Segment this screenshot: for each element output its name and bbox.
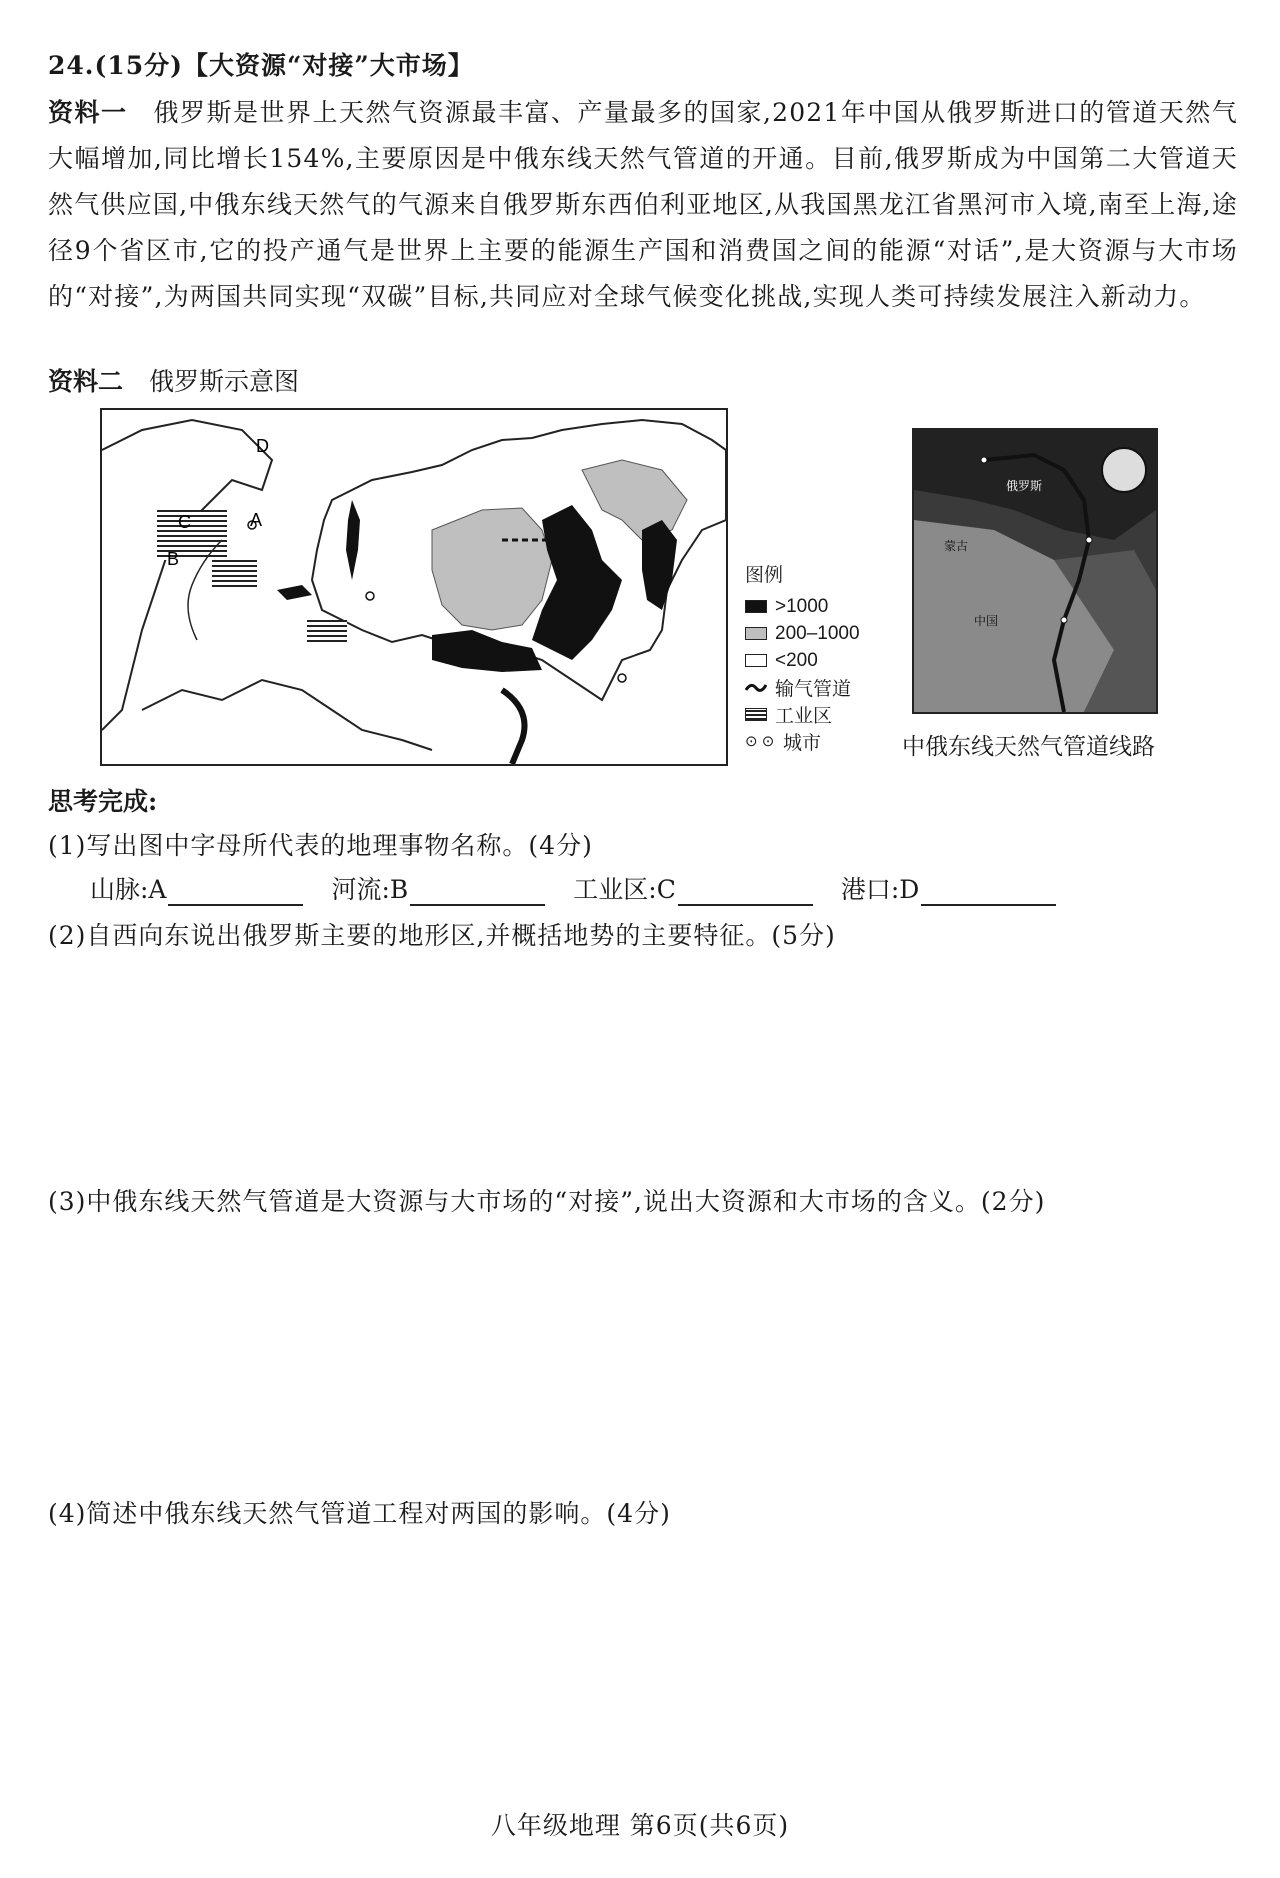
- legend-swatch-low: [745, 654, 767, 667]
- blank-d-line[interactable]: [921, 878, 1056, 906]
- blank-c-line[interactable]: [678, 878, 813, 906]
- pipeline-route-map-graphic: [914, 430, 1156, 712]
- legend-row-pipeline: [745, 674, 895, 701]
- think-heading: 思考完成:: [48, 787, 158, 816]
- blank-b: [331, 870, 545, 906]
- material-2-title: 俄罗斯示意图: [149, 367, 300, 396]
- answer-blanks: [90, 870, 1056, 906]
- legend-label-mid: 200–1000: [775, 622, 860, 644]
- route-city-3: [1061, 617, 1067, 623]
- map-legend: [745, 560, 895, 755]
- pipeline-route-map: [912, 428, 1158, 714]
- industrial-area-3: [307, 620, 347, 642]
- route-city-1: [981, 457, 987, 463]
- letter-d: D: [256, 436, 269, 456]
- legend-swatch-mid: [745, 627, 767, 640]
- pipeline-route: [502, 690, 525, 764]
- legend-row-industrial: [745, 701, 895, 728]
- kamchatka-mountains: [642, 520, 677, 610]
- blank-b-label: 河流:B: [331, 875, 409, 904]
- legend-row-city: [745, 728, 895, 755]
- letter-a: A: [250, 510, 263, 530]
- letter-c: C: [178, 512, 191, 532]
- material-1-label: 资料一: [48, 98, 128, 127]
- blank-c-label: 工业区:C: [573, 875, 676, 904]
- legend-label-high: >1000: [775, 595, 829, 617]
- blank-b-line[interactable]: [410, 878, 545, 906]
- legend-label-city: 城市: [783, 733, 822, 754]
- question-1: (1)写出图中字母所代表的地理事物名称。(4分): [48, 831, 593, 860]
- legend-swatch-high: [745, 600, 767, 613]
- industrial-area-2: [212, 560, 257, 590]
- legend-row-low: [745, 647, 895, 674]
- material-1-text: 俄罗斯是世界上天然气资源最丰富、产量最多的国家,2021年中国从俄罗斯进口的管道天然气大幅增加,同比增长154%,主要原因是中俄东线天然气管道的开通。目前,俄罗斯成为中国第二大管道天然气供应国,中俄东线天然气的气源来自俄罗斯东西伯利亚地区,从我国黑龙江省黑河市入境,南至上海,途径9个省区市,它的投产通气是世界上主要的能源生产国和消费国之间的能源“对话”,是大资源与大市场的“对接”,为两国共同实现“双碳”目标,共同应对全球气候变化挑战,实现人类可持续发展注入新动力。: [48, 98, 1238, 311]
- page-footer: 八年级地理 第6页(共6页): [490, 1811, 790, 1840]
- question-4: (4)简述中俄东线天然气管道工程对两国的影响。(4分): [48, 1499, 671, 1528]
- blank-a-label: 山脉:A: [90, 875, 167, 904]
- blank-a: [90, 870, 303, 906]
- russia-map: [100, 408, 728, 766]
- legend-label-pipeline: 输气管道: [775, 679, 852, 700]
- route-city-2: [1086, 537, 1092, 543]
- russia-map-graphic: [102, 410, 726, 764]
- blank-a-line[interactable]: [168, 878, 303, 906]
- legend-label-low: <200: [775, 649, 818, 671]
- pipeline-map-caption: 中俄东线天然气管道线路: [902, 734, 1155, 760]
- label-mongolia: 蒙古: [944, 539, 969, 553]
- material-2: [48, 362, 299, 398]
- question-2: (2)自西向东说出俄罗斯主要的地形区,并概括地势的主要特征。(5分): [48, 921, 836, 950]
- legend-row-high: [745, 593, 895, 620]
- question-3: (3)中俄东线天然气管道是大资源与大市场的“对接”,说出大资源和大市场的含义。(2分): [48, 1187, 1046, 1216]
- city-dot-2: [366, 592, 374, 600]
- letter-b: B: [167, 549, 180, 569]
- material-1: [48, 90, 1238, 320]
- legend-row-mid: [745, 620, 895, 647]
- question-title: 24.(15分)【大资源“对接”大市场】: [48, 51, 474, 80]
- legend-swatch-industrial: [745, 708, 767, 721]
- label-russia: 俄罗斯: [1006, 479, 1043, 493]
- globe-icon: [1102, 448, 1146, 492]
- label-china: 中国: [974, 614, 999, 628]
- blank-d: [841, 870, 1056, 906]
- europe-coast-2: [142, 680, 432, 750]
- legend-title: 图例: [745, 565, 784, 586]
- material-2-label: 资料二: [48, 367, 124, 396]
- caucasus: [277, 585, 312, 600]
- city-icon: ⊙ ⊙: [745, 733, 775, 750]
- legend-label-industrial: 工业区: [775, 706, 833, 727]
- blank-c: [573, 870, 813, 906]
- blank-d-label: 港口:D: [840, 875, 920, 904]
- pipeline-icon: [745, 681, 767, 694]
- city-dot-3: [618, 674, 626, 682]
